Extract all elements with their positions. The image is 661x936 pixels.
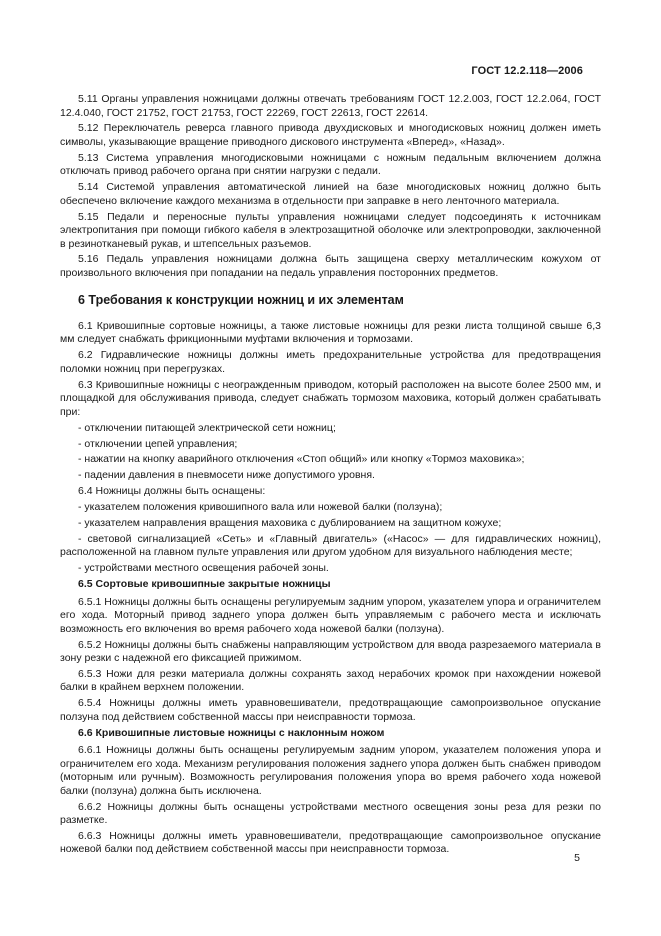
section-6-heading: 6 Требования к конструкции ножниц и их элементам <box>78 293 404 308</box>
subsection-6-5-heading: 6.5 Сортовые кривошипные закрытые ножницы <box>78 578 331 591</box>
list-item-6-3-c: - нажатии на кнопку аварийного отключения «Стоп общий» или кнопку «Тормоз маховика»; <box>78 453 525 466</box>
paragraph-5-16: 5.16 Педаль управления ножницами должна быть защищена сверху металлическим кожухом от произвольного включения при попадании на педаль управления посторонних предметов. <box>60 253 601 279</box>
list-item-6-3-a: - отключении питающей электрической сети ножниц; <box>78 421 336 434</box>
paragraph-6-5-4: 6.5.4 Ножницы должны иметь уравновешиватели, предотвращающие самопроизвольное опускание ползуна под действием собственной массы при неисправности тормоза. <box>60 697 601 723</box>
paragraph-6-5-1: 6.5.1 Ножницы должны быть оснащены регулируемым задним упором, указателем упора и ограничителем его хода. Моторный привод заднего упора должен быть управляемым с рабочего места и исключать возможность его включения во время рабочего хода ножевой балки (ползуна). <box>60 595 601 635</box>
paragraph-6-1: 6.1 Кривошипные сортовые ножницы, а также листовые ножницы для резки листа толщиной свыше 6,3 мм следует снабжать фрикционными муфтами включения и тормозами. <box>60 319 601 346</box>
paragraph-6-6-1: 6.6.1 Ножницы должны быть оснащены регулируемым задним упором, указателем положения упора и ограничителем его хода. Механизм регулирования положения заднего упора должен быть снабжен приводом (моторным или ручным). Возможность регулирования положения упора во время рабочего хода ножевой балки (ползуна) должна быть исключена. <box>60 744 601 797</box>
paragraph-5-11: 5.11 Органы управления ножницами должны отвечать требованиям ГОСТ 12.2.003, ГОСТ 12.2.064, ГОСТ 12.4.040, ГОСТ 21752, ГОСТ 21753, ГОСТ 22269, ГОСТ 22613, ГОСТ 22614. <box>60 93 601 119</box>
list-item-6-4-a: - указателем положения кривошипного вала или ножевой балки (ползуна); <box>78 501 443 514</box>
document-body <box>60 93 601 859</box>
paragraph-5-15: 5.15 Педали и переносные пульты управления ножницами следует подсоединять к источникам электропитания при помощи гибкого кабеля в электрозащитной оболочке или электропроводки, заключенной в резинотканевый рукав, и штепсельных разъемов. <box>60 210 601 250</box>
paragraph-6-5-2: 6.5.2 Ножницы должны быть снабжены направляющим устройством для ввода разрезаемого материала в зону резки с надежной его фиксацией прижимом. <box>60 638 601 665</box>
subsection-6-6-heading: 6.6 Кривошипные листовые ножницы с наклонным ножом <box>78 726 385 739</box>
paragraph-5-14: 5.14 Системой управления автоматической линией на базе многодисковых ножниц должно быть обеспечено включение каждого механизма в отдельности при заправке в него ленточного материала. <box>60 181 601 207</box>
paragraph-5-13: 5.13 Система управления многодисковыми ножницами с ножным педальным включением должна отключать привод рабочего органа при снятии нагрузки с педали. <box>60 151 601 178</box>
list-item-6-3-d: - падении давления в пневмосети ниже допустимого уровня. <box>78 469 375 482</box>
paragraph-6-6-3: 6.6.3 Ножницы должны иметь уравновешиватели, предотвращающие самопроизвольное опускание ножевой балки под действием собственной массы при неисправности тормоза. <box>60 829 601 856</box>
list-item-6-4-d: - устройствами местного освещения рабочей зоны. <box>78 562 329 575</box>
list-item-6-4-c: - световой сигнализацией «Сеть» и «Главный двигатель» («Насос» — для гидравлических ножниц), расположенной на главном пульте управления или другом удобном для визуального наблюдения месте; <box>60 532 601 559</box>
paragraph-6-2: 6.2 Гидравлические ножницы должны иметь предохранительные устройства для предотвращения поломки ножниц при перегрузках. <box>60 349 601 375</box>
paragraph-6-5-3: 6.5.3 Ножи для резки материала должны сохранять заход нерабочих кромок при нахождении ножевой балки в крайнем верхнем положении. <box>60 667 601 694</box>
paragraph-6-6-2: 6.6.2 Ножницы должны быть оснащены устройствами местного освещения зоны реза для резки по разметке. <box>60 800 601 827</box>
list-item-6-4-b: - указателем направления вращения маховика с дублированием на защитном кожухе; <box>78 516 502 529</box>
page-number: 5 <box>574 852 580 864</box>
document-header-id: ГОСТ 12.2.118—2006 <box>471 65 583 77</box>
paragraph-6-3: 6.3 Кривошипные ножницы с неогражденным приводом, который расположен на высоте более 2500 мм, и площадкой для обслуживания привода, следует снабжать тормозом маховика, который должен срабатывать при: <box>60 378 601 418</box>
paragraph-6-4: 6.4 Ножницы должны быть оснащены: <box>78 485 266 498</box>
list-item-6-3-b: - отключении цепей управления; <box>78 437 238 450</box>
paragraph-5-12: 5.12 Переключатель реверса главного привода двухдисковых и многодисковых ножниц должен иметь символы, указывающие вращение приводного дискового инструмента «Вперед», «Назад». <box>60 122 601 148</box>
